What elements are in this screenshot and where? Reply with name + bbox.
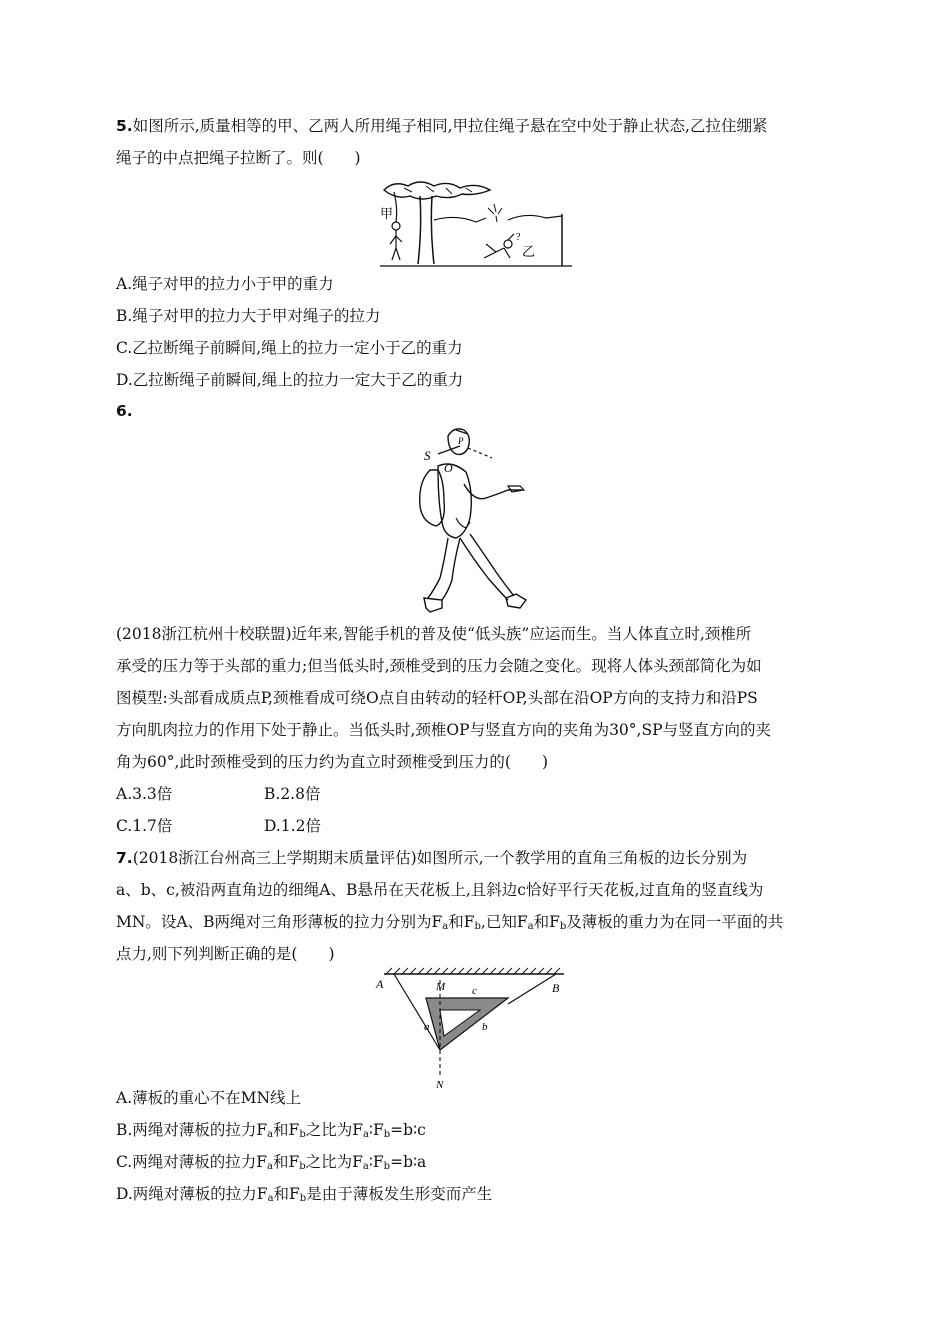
q6-number: 6. <box>116 402 133 420</box>
q7-stem-line-1: 7.(2018浙江台州高三上学期期末质量评估)如图所示,一个教学用的直角三角板的边长分别为 <box>116 849 748 867</box>
q6-stem-line-2: 承受的压力等于头部的重力;但当低头时,颈椎受到的压力会随之变化。现将人体头颈部简化为如 <box>116 657 762 675</box>
q5-option-d: D.乙拉断绳子前瞬间,绳上的拉力一定大于乙的重力 <box>116 371 464 389</box>
q6-stem-line-3: 图模型:头部看成质点P,颈椎看成可绕O点自由转动的轻杆OP,头部在沿OP方向的支持力和沿PS <box>116 689 758 707</box>
q5-stem-line-2: 绳子的中点把绳子拉断了。则( ) <box>116 149 361 167</box>
q7-number: 7. <box>116 849 133 867</box>
q6-option-b: B.2.8倍 <box>264 785 321 803</box>
q7-label-a: a <box>424 1021 430 1033</box>
svg-text:?: ? <box>516 232 521 243</box>
q6-option-d: D.1.2倍 <box>264 817 321 835</box>
q7-option-a: A.薄板的重心不在MN线上 <box>116 1089 302 1107</box>
q6-stem-line-1: (2018浙江杭州十校联盟)近年来,智能手机的普及使“低头族”应运而生。当人体直立时,颈椎所 <box>116 625 752 643</box>
q6-number-line <box>116 401 133 421</box>
q5-stem-line-1: 5.如图所示,质量相等的甲、乙两人所用绳子相同,甲拉住绳子悬在空中处于静止状态,乙拉住绷紧 <box>116 117 768 135</box>
q6-figure-phone-walker <box>408 422 532 618</box>
q7-stem-line-2: a、b、c,被沿两直角边的细绳A、B悬吊在天花板上,且斜边c恰好平行天花板,过直角的竖直线为 <box>116 881 764 899</box>
q7-label-M: M <box>436 981 446 993</box>
q5-number: 5. <box>116 117 133 135</box>
q5-label-jia: 甲 <box>380 206 394 221</box>
q7-stem-line-4: 点力,则下列判断正确的是( ) <box>116 945 335 963</box>
q6-label-s: S <box>424 448 431 463</box>
q7-option-c: C.两绳对薄板的拉力$F_a$和$F_b$之比为$F_a∶F_b=b∶a$ <box>116 1153 427 1172</box>
q7-label-b: b <box>482 1021 488 1033</box>
q5-option-c: C.乙拉断绳子前瞬间,绳上的拉力一定小于乙的重力 <box>116 339 463 357</box>
q7-label-A: A <box>376 977 384 991</box>
q7-stem-line-3: MN。设A、B两绳对三角形薄板的拉力分别为$F_a$和$F_b$,已知$F_a$和$F_b$及薄板的重力为在同一平面的共 <box>116 913 784 932</box>
q6-stem-line-4: 方向肌肉拉力的作用下处于静止。当低头时,颈椎OP与竖直方向的夹角为30°,SP与竖直方向的夹 <box>116 721 772 739</box>
q5-option-b: B.绳子对甲的拉力大于甲对绳子的拉力 <box>116 307 381 325</box>
q6-label-p: P <box>458 436 464 446</box>
q6-option-c: C.1.7倍 <box>116 817 173 835</box>
q7-label-N: N <box>436 1079 444 1090</box>
q6-option-a: A.3.3倍 <box>116 785 173 803</box>
q6-stem-line-5: 角为60°,此时颈椎受到的压力约为直立时颈椎受到压力的( ) <box>116 753 548 771</box>
q5-label-yi: 乙 <box>522 244 536 259</box>
q5-option-a: A.绳子对甲的拉力小于甲的重力 <box>116 275 334 293</box>
q7-figure-triangle-board <box>368 966 568 1090</box>
q7-option-d: D.两绳对薄板的拉力$F_a$和$F_b$是由于薄板发生形变而产生 <box>116 1185 493 1204</box>
q7-option-b: B.两绳对薄板的拉力$F_a$和$F_b$之比为$F_a∶F_b=b∶c$ <box>116 1121 426 1140</box>
q7-label-B: B <box>552 981 560 995</box>
q6-label-o: O <box>444 461 453 475</box>
q5-figure-rope-tree <box>376 178 576 270</box>
q7-label-c: c <box>472 985 477 997</box>
